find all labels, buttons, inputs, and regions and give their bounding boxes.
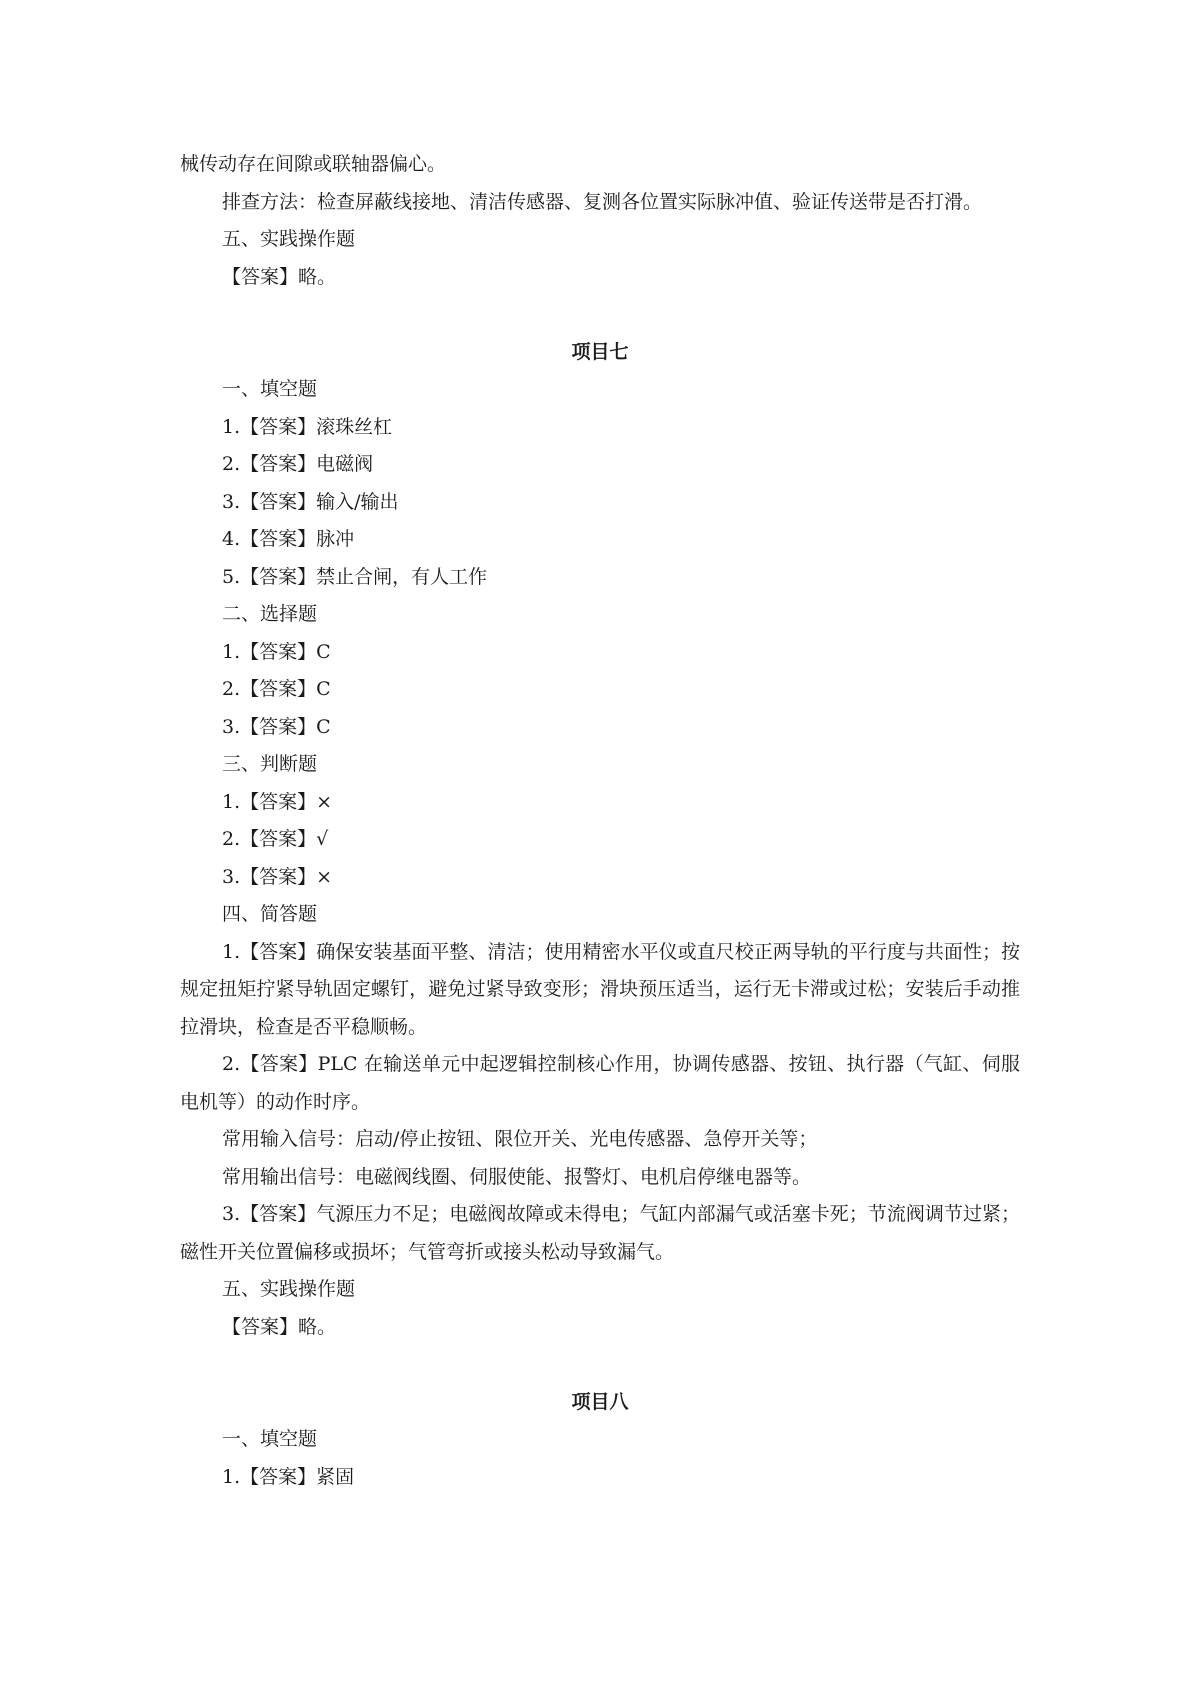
short-answer-paragraph: 常用输入信号：启动/停止按钮、限位开关、光电传感器、急停开关等； (222, 1128, 818, 1150)
section-heading-short: 四、简答题 (222, 903, 318, 925)
answer-item: 2.【答案】√ (222, 828, 329, 850)
short-answer-paragraph: 常用输出信号：电磁阀线圈、伺服使能、报警灯、电机启停继电器等。 (222, 1165, 812, 1188)
section-heading-practice: 五、实践操作题 (222, 1278, 356, 1300)
document-body (180, 146, 1020, 1496)
project-title: 项目七 (571, 340, 629, 363)
answer-item: 3.【答案】C (222, 715, 331, 738)
section-heading-choice: 二、选择题 (222, 603, 318, 625)
section-heading-fill: 一、填空题 (222, 1428, 318, 1450)
spacer (180, 296, 1020, 334)
answer-item: 1.【答案】× (222, 790, 333, 813)
answer-item: 1.【答案】C (222, 640, 331, 663)
section-heading-practice: 五、实践操作题 (222, 228, 356, 250)
answer-item: 5.【答案】禁止合闸，有人工作 (222, 565, 488, 588)
answer-item: 3.【答案】× (222, 865, 333, 888)
practice-answer: 【答案】略。 (222, 1315, 337, 1338)
short-answer-paragraph: 3.【答案】气源压力不足；电磁阀故障或未得电；气缸内部漏气或活塞卡死；节流阀调节过紧；磁性开关位置偏移或损坏；气管弯折或接头松动导致漏气。 (180, 1203, 1020, 1263)
short-answer-paragraph: 2.【答案】PLC 在输送单元中起逻辑控制核心作用，协调传感器、按钮、执行器（气缸、伺服电机等）的动作时序。 (180, 1053, 1020, 1113)
troubleshoot-paragraph: 排查方法：检查屏蔽线接地、清洁传感器、复测各位置实际脉冲值、验证传送带是否打滑。 (222, 190, 983, 213)
answer-item: 2.【答案】电磁阀 (222, 453, 374, 475)
answer-item: 4.【答案】脉冲 (222, 528, 355, 550)
answer-item: 2.【答案】C (222, 678, 331, 700)
continuation-line: 械传动存在间隙或联轴器偏心。 (180, 153, 447, 175)
short-answer-paragraph: 1.【答案】确保安装基面平整、清洁；使用精密水平仪或直尺校正两导轨的平行度与共面性；按规定扭矩拧紧导轨固定螺钉，避免过紧导致变形；滑块预压适当，运行无卡滞或过松；安装后手动推拉滑块，检查是否平稳顺畅。 (180, 940, 1020, 1038)
project-title: 项目八 (571, 1390, 629, 1413)
answer-item: 1.【答案】紧固 (222, 1465, 355, 1488)
practice-answer: 【答案】略。 (222, 265, 337, 288)
section-heading-fill: 一、填空题 (222, 378, 318, 400)
answer-item: 3.【答案】输入/输出 (222, 490, 399, 513)
answer-item: 1.【答案】滚珠丝杠 (222, 415, 393, 438)
section-heading-judge: 三、判断题 (222, 753, 318, 775)
spacer (180, 1346, 1020, 1384)
